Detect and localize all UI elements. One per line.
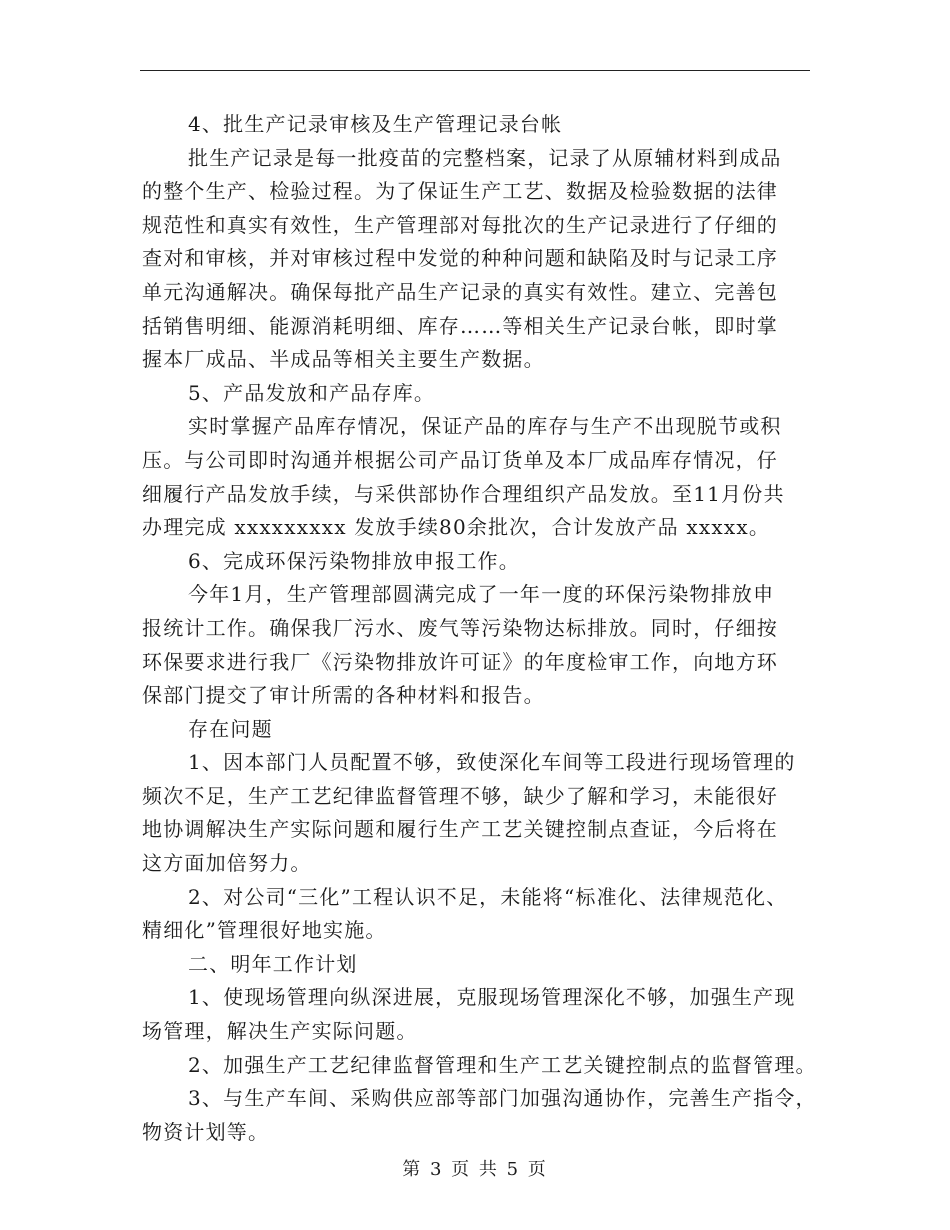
text-line: 物资计划等。: [142, 1119, 270, 1144]
text-line: 2、加强生产工艺纪律监督管理和生产工艺关键控制点的监督管理。: [188, 1052, 817, 1077]
text-line: 括销售明细、能源消耗明细、库存……等相关生产记录台帐，即时掌: [142, 313, 778, 338]
text-line: 压。与公司即时沟通并根据公司产品订货单及本厂成品库存情况，仔: [142, 447, 778, 472]
header-rule: [140, 70, 810, 71]
text-line: 的整个生产、检验过程。为了保证生产工艺、数据及检验数据的法律: [142, 179, 778, 204]
text-line: 6、完成环保污染物排放申报工作。: [188, 548, 520, 573]
text-line: 保部门提交了审计所需的各种材料和报告。: [142, 683, 545, 708]
text-line: 查对和审核，并对审核过程中发觉的种种问题和缺陷及时与记录工序: [142, 246, 778, 271]
text-line: 环保要求进行我厂《污染物排放许可证》的年度检审工作，向地方环: [142, 649, 778, 674]
text-line: 精细化”管理很好地实施。: [142, 918, 387, 943]
text-line: 地协调解决生产实际问题和履行生产工艺关键控制点查证，今后将在: [142, 817, 778, 842]
text-line: 细履行产品发放手续，与采供部协作合理组织产品发放。至11月份共: [142, 481, 785, 506]
text-line: 办理完成 xxxxxxxxx 发放手续80余批次，合计发放产品 xxxxx。: [142, 515, 771, 540]
text-line: 1、使现场管理向纵深进展，克服现场管理深化不够，加强生产现: [188, 985, 796, 1010]
text-line: 存在问题: [188, 716, 273, 741]
text-line: 1、因本部门人员配置不够，致使深化车间等工段进行现场管理的: [188, 750, 796, 775]
text-line: 报统计工作。确保我厂污水、废气等污染物达标排放。同时，仔细按: [142, 615, 778, 640]
text-line: 握本厂成品、半成品等相关主要生产数据。: [142, 347, 545, 372]
text-line: 规范性和真实有效性，生产管理部对每批次的生产记录进行了仔细的: [142, 212, 778, 237]
text-line: 批生产记录是每一批疫苗的完整档案，记录了从原辅材料到成品: [188, 145, 782, 170]
text-line: 3、与生产车间、采购供应部等部门加强沟通协作，完善生产指令，: [188, 1086, 817, 1111]
text-line: 4、批生产记录审核及生产管理记录台帐: [188, 112, 563, 136]
text-line: 2、对公司“三化”工程认识不足，未能将“标准化、法律规范化、: [188, 884, 788, 909]
page-number-footer: 第 3 页 共 5 页: [402, 1159, 548, 1180]
text-line: 单元沟通解决。确保每批产品生产记录的真实有效性。建立、完善包: [142, 279, 778, 304]
text-line: 实时掌握产品库存情况，保证产品的库存与生产不出现脱节或积: [188, 414, 782, 439]
document-body: [142, 108, 832, 1149]
text-line: 场管理，解决生产实际问题。: [142, 1019, 418, 1044]
text-line: 5、产品发放和产品存库。: [188, 380, 436, 405]
text-line: 频次不足，生产工艺纪律监督管理不够，缺少了解和学习，未能很好: [142, 783, 778, 808]
text-line: 这方面加倍努力。: [142, 851, 312, 876]
text-line: 二、明年工作计划: [188, 951, 358, 976]
text-line: 今年1月，生产管理部圆满完成了一年一度的环保污染物排放申: [188, 582, 775, 607]
